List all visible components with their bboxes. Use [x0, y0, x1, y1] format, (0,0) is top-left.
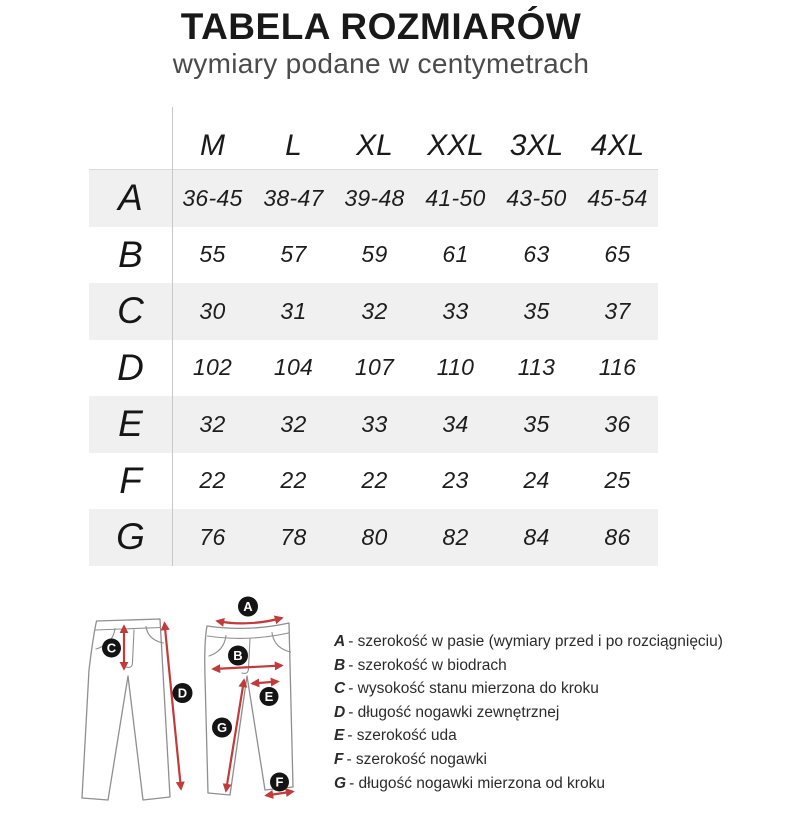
waistband-line	[96, 628, 161, 631]
row-label-b: B	[118, 233, 143, 275]
legend-letter: C	[334, 680, 346, 698]
size-cell: 76	[199, 523, 226, 550]
arrow-e	[252, 682, 278, 684]
badge-d-letter: D	[177, 685, 188, 701]
pants-body-path	[82, 619, 170, 800]
size-table	[89, 113, 658, 566]
table-row-e	[89, 396, 658, 453]
size-cell: 37	[604, 297, 631, 324]
column-header-m: M	[200, 129, 225, 162]
legend-letter: B	[334, 656, 346, 674]
legend-text: - wysokość stanu mierzona do kroku	[348, 680, 599, 698]
table-divider-line	[172, 107, 173, 566]
size-cell: 22	[199, 467, 226, 494]
legend-item-g	[334, 772, 723, 796]
arrow-a	[217, 618, 282, 623]
pants-outline-left	[82, 619, 193, 800]
pants-measurement-diagram	[60, 592, 340, 820]
size-cell: 104	[273, 354, 314, 381]
fly-line	[126, 630, 134, 667]
size-cell: 32	[280, 410, 307, 437]
legend-letter: D	[334, 703, 346, 721]
size-cell: 30	[199, 297, 226, 324]
size-cell: 24	[523, 467, 550, 494]
size-cell: 107	[354, 354, 395, 381]
size-cell: 84	[523, 523, 550, 550]
size-cell: 35	[523, 410, 550, 437]
table-header-row	[89, 113, 658, 169]
size-cell: 61	[442, 241, 469, 268]
row-label-g: G	[116, 516, 145, 558]
size-cell: 23	[442, 467, 469, 494]
row-label-c: C	[117, 290, 144, 332]
table-row-a	[89, 170, 658, 227]
size-cell: 22	[280, 467, 307, 494]
size-cell: 82	[442, 523, 469, 550]
pants-body-path	[205, 623, 293, 795]
badge-c-letter: C	[106, 640, 117, 656]
page-subtitle: wymiary podane w centymetrach	[172, 47, 590, 79]
size-cell: 80	[361, 523, 388, 550]
legend-item-d	[334, 701, 723, 725]
size-cell: 55	[199, 241, 226, 268]
size-cell: 25	[604, 467, 631, 494]
row-label-a: A	[118, 177, 143, 219]
size-cell: 63	[523, 241, 550, 268]
size-cell: 116	[598, 354, 637, 381]
size-cell: 33	[442, 297, 469, 324]
size-cell: 31	[280, 297, 307, 324]
size-cell: 59	[361, 241, 388, 268]
legend-letter: A	[334, 633, 346, 650]
pocket-curve-left	[209, 636, 226, 657]
row-label-f: F	[119, 459, 142, 501]
arrow-b	[213, 666, 282, 670]
column-header-xxl: XXL	[427, 129, 484, 162]
measurement-legend	[334, 630, 723, 795]
size-cell: 39-48	[344, 184, 405, 211]
waistband-line	[208, 633, 289, 638]
table-corner-cell	[89, 163, 172, 169]
legend-letter: F	[334, 750, 344, 768]
legend-item-c	[334, 677, 723, 701]
size-cell: 22	[361, 467, 388, 494]
badge-g-letter: G	[216, 720, 228, 735]
legend-text: - szerokość w biodrach	[348, 656, 507, 674]
table-body	[89, 169, 658, 566]
arrow-f	[266, 792, 293, 796]
legend-text: - długość nogawki zewnętrznej	[348, 703, 560, 721]
size-cell: 36-45	[182, 184, 243, 211]
size-cell: 36	[604, 410, 631, 437]
table-row-b	[89, 227, 658, 284]
legend-text: - długość nogawki mierzona od kroku	[349, 774, 605, 792]
size-cell: 45-54	[587, 184, 648, 211]
page-title: TABELA ROZMIARÓW	[180, 6, 582, 47]
legend-letter: G	[334, 774, 347, 792]
size-cell: 102	[192, 354, 233, 381]
page-header	[0, 8, 762, 80]
size-cell: 38-47	[263, 184, 324, 211]
column-header-xl: XL	[356, 129, 393, 162]
size-cell: 86	[604, 523, 631, 550]
size-cell: 110	[436, 354, 475, 381]
size-cell: 32	[361, 297, 388, 324]
badge-f-letter: F	[275, 774, 284, 790]
legend-item-b	[334, 654, 723, 678]
legend-item-a	[334, 630, 723, 654]
column-header-3xl: 3XL	[509, 129, 564, 162]
size-cell: 65	[604, 241, 631, 268]
badge-e-letter: E	[264, 689, 274, 704]
badge-b-letter: B	[233, 648, 243, 663]
table-row-c	[89, 283, 658, 340]
table-row-d	[89, 340, 658, 397]
legend-text: - szerokość w pasie (wymiary przed i po rozciągnięciu)	[348, 633, 723, 650]
size-cell: 57	[280, 241, 307, 268]
legend-letter: E	[334, 727, 345, 745]
size-cell: 41-50	[425, 184, 486, 211]
pants-outline-right	[205, 597, 293, 796]
legend-item-e	[334, 724, 723, 748]
size-cell: 35	[523, 297, 550, 324]
arrow-d	[165, 623, 182, 789]
size-cell: 113	[517, 354, 556, 381]
column-header-l: L	[285, 129, 302, 162]
size-cell: 43-50	[506, 184, 567, 211]
legend-text: - szerokość uda	[347, 727, 457, 745]
legend-item-f	[334, 748, 723, 772]
row-label-e: E	[118, 403, 143, 445]
badge-a-letter: A	[243, 599, 253, 614]
table-row-g	[89, 509, 658, 566]
size-cell: 34	[442, 410, 469, 437]
column-header-4xl: 4XL	[590, 129, 645, 162]
row-label-d: D	[117, 346, 144, 388]
size-cell: 32	[199, 410, 226, 437]
legend-text: - szerokość nogawki	[346, 750, 487, 768]
size-cell: 33	[361, 410, 388, 437]
size-cell: 78	[280, 523, 307, 550]
arrow-g	[226, 680, 244, 791]
table-row-f	[89, 453, 658, 510]
